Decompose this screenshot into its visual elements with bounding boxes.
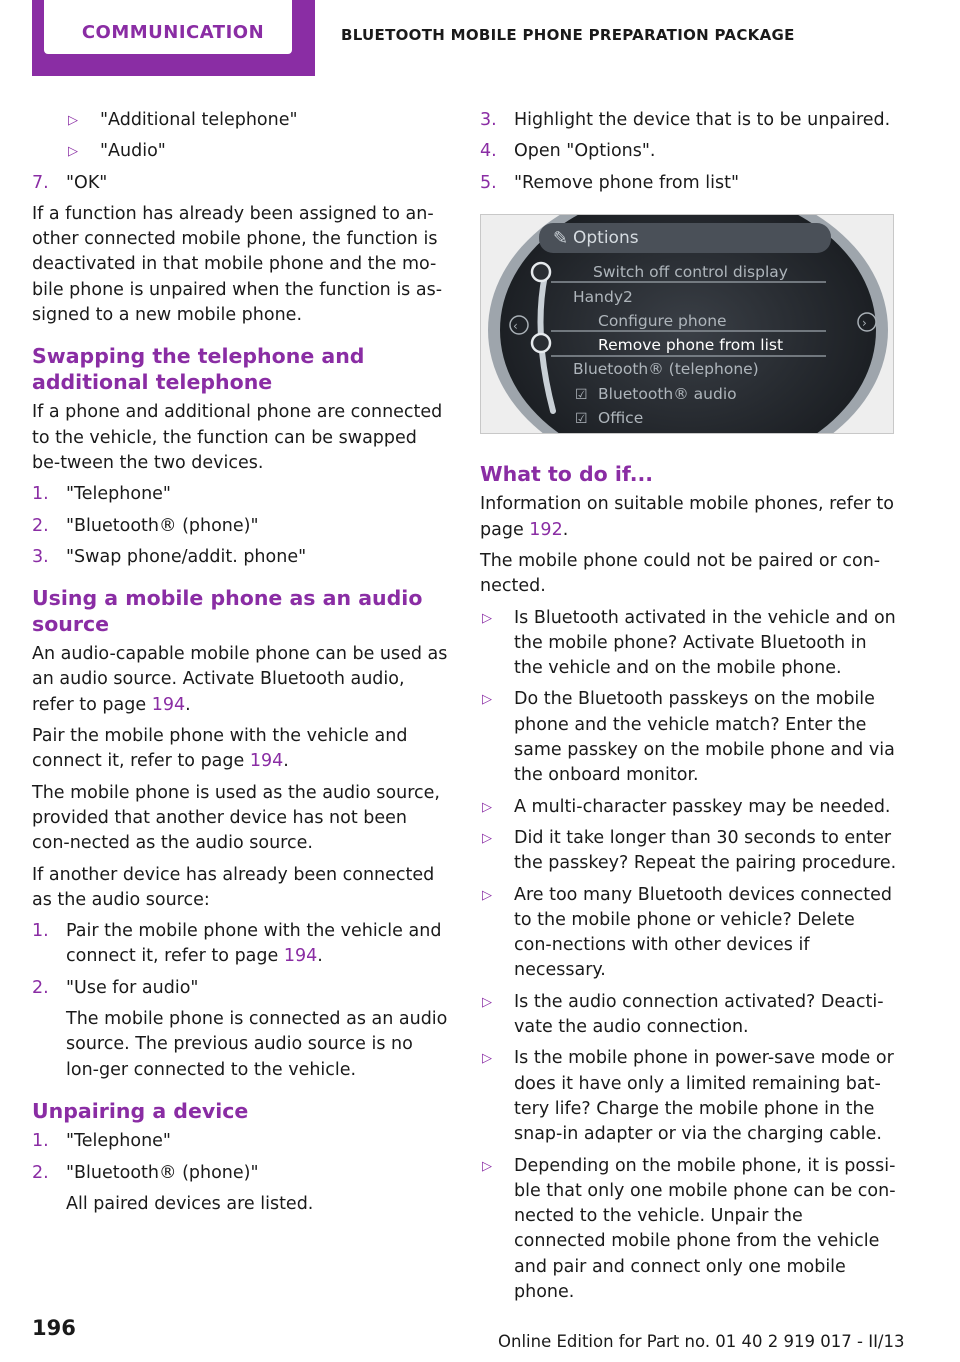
list-item: ▷ A multi-character passkey may be needed. (480, 795, 898, 820)
section-title: COMMUNICATION (81, 22, 265, 43)
list-item: 7. "OK" (32, 172, 108, 193)
svg-text:Switch off control display: Switch off control display (593, 262, 788, 281)
paragraph: Pair the mobile phone with the vehicle and connect it, refer to page 194. (32, 726, 408, 772)
page-link[interactable]: 194 (151, 694, 186, 715)
list-item: 2. "Bluetooth® (phone)" (32, 515, 259, 536)
page-link[interactable]: 194 (249, 751, 284, 772)
triangle-bullet-icon: ▷ (68, 113, 78, 128)
list-item: ▷ "Additional telephone" (32, 108, 450, 133)
list-item: 5. "Remove phone from list" (480, 172, 739, 193)
paragraph: If a phone and additional phone are connected to the vehicle, the function can be swapped be-tween the two devices. (32, 402, 443, 473)
list-item: 1. "Telephone" (32, 484, 171, 505)
options-menu-screenshot (480, 214, 894, 434)
list-item: ▷ Are too many Bluetooth devices connected to the mobile phone or vehicle? Delete con-nections with other devices if necessary. (480, 883, 898, 984)
svg-text:Bluetooth® (telephone): Bluetooth® (telephone) (573, 359, 759, 378)
triangle-bullet-icon: ▷ (482, 1051, 492, 1067)
section-heading: Swapping the telephone and additional telephone (32, 344, 365, 394)
screen-title: Options (573, 227, 639, 248)
list-item: ▷ Is the mobile phone in power-save mode or does it have only a limited remaining bat-tery life? Charge the mobile phone in the snap-in adapter or via the charging cable. (480, 1046, 898, 1147)
triangle-bullet-icon: ▷ (482, 799, 492, 815)
page-subtitle: BLUETOOTH MOBILE PHONE PREPARATION PACKAGE (341, 26, 795, 44)
checkbox-icon: ☑ (575, 386, 588, 403)
triangle-bullet-icon: ▷ (482, 610, 492, 626)
list-item: 2. "Use for audio" The mobile phone is connected as an audio source. The previous audio source is no lon-ger connected to the vehicle. (32, 977, 448, 1080)
checkbox-icon: ☑ (575, 410, 588, 427)
page-link[interactable]: 192 (529, 519, 563, 540)
svg-text:Configure phone: Configure phone (598, 311, 727, 330)
list-item: ▷ Do the Bluetooth passkeys on the mobile phone and the vehicle match? Enter the same passkey on the mobile phone and via the onboard monitor. (480, 687, 898, 788)
svg-text:Handy2: Handy2 (573, 287, 633, 306)
list-item: 4. Open "Options". (480, 141, 656, 162)
paragraph: The mobile phone could not be paired or con-nected. (480, 550, 881, 597)
svg-text:›: › (862, 315, 867, 330)
right-column (480, 108, 898, 1311)
list-item: ▷ Is Bluetooth activated in the vehicle and on the mobile phone? Activate Bluetooth in the vehicle and on the mobile phone. (480, 606, 898, 682)
svg-text:‹: ‹ (513, 318, 518, 333)
list-item: 1. Pair the mobile phone with the vehicle and connect it, refer to page 194. (32, 921, 442, 967)
section-heading: What to do if... (480, 461, 654, 486)
list-item: ▷ Depending on the mobile phone, it is possi-ble that only one mobile phone can be con-nected to the vehicle. Unpair the connected mobile phone from the vehicle and pair and connect only one mobile phone. (480, 1154, 898, 1306)
svg-text:Office: Office (598, 408, 644, 427)
list-item: 1. "Telephone" (32, 1131, 171, 1152)
paragraph: The mobile phone is used as the audio source, provided that another device has not been con-nected as the audio source. (32, 782, 440, 854)
selector-knob-icon (532, 334, 550, 352)
pen-icon: ✎ (553, 227, 569, 249)
paragraph: Information on suitable mobile phones, refer to page 192. (480, 494, 894, 540)
svg-text:Bluetooth® audio: Bluetooth® audio (598, 384, 737, 403)
section-heading: Using a mobile phone as an audio source (32, 586, 423, 636)
triangle-bullet-icon: ▷ (482, 692, 492, 708)
edition-footer: Online Edition for Part no. 01 40 2 919 017 - II/13 (498, 1332, 905, 1351)
section-heading: Unpairing a device (32, 1098, 249, 1123)
triangle-bullet-icon: ▷ (68, 144, 78, 160)
paragraph: An audio-capable mobile phone can be used as an audio source. Activate Bluetooth audio, refer to page 194. (32, 644, 448, 715)
triangle-bullet-icon: ▷ (482, 830, 492, 846)
list-item: ▷ "Audio" (32, 139, 450, 164)
svg-text:Remove phone from list: Remove phone from list (598, 335, 784, 354)
triangle-bullet-icon: ▷ (482, 887, 492, 903)
page-number: 196 (32, 1316, 76, 1340)
triangle-bullet-icon: ▷ (482, 1158, 492, 1174)
list-item: 2. "Bluetooth® (phone)" All paired devices are listed. (32, 1162, 314, 1214)
paragraph: If another device has already been connected as the audio source: (32, 864, 435, 910)
display-illustration (481, 215, 894, 434)
controller-knob-icon (532, 263, 550, 281)
list-item: ▷ Did it take longer than 30 seconds to enter the passkey? Repeat the pairing procedure. (480, 826, 898, 877)
list-item: 3. "Swap phone/addit. phone" (32, 546, 307, 567)
paragraph: If a function has already been assigned to an-other connected mobile phone, the function is deactivated in that mobile phone and the mo-bile phone is unpaired when the function is as-signed to a new mobile phone. (32, 203, 443, 326)
list-item: ▷ Is the audio connection activated? Deacti-vate the audio connection. (480, 990, 898, 1041)
triangle-bullet-icon: ▷ (482, 994, 492, 1010)
list-item: 3. Highlight the device that is to be unpaired. (480, 110, 891, 130)
page-link[interactable]: 194 (283, 946, 318, 967)
left-column (32, 108, 450, 1223)
